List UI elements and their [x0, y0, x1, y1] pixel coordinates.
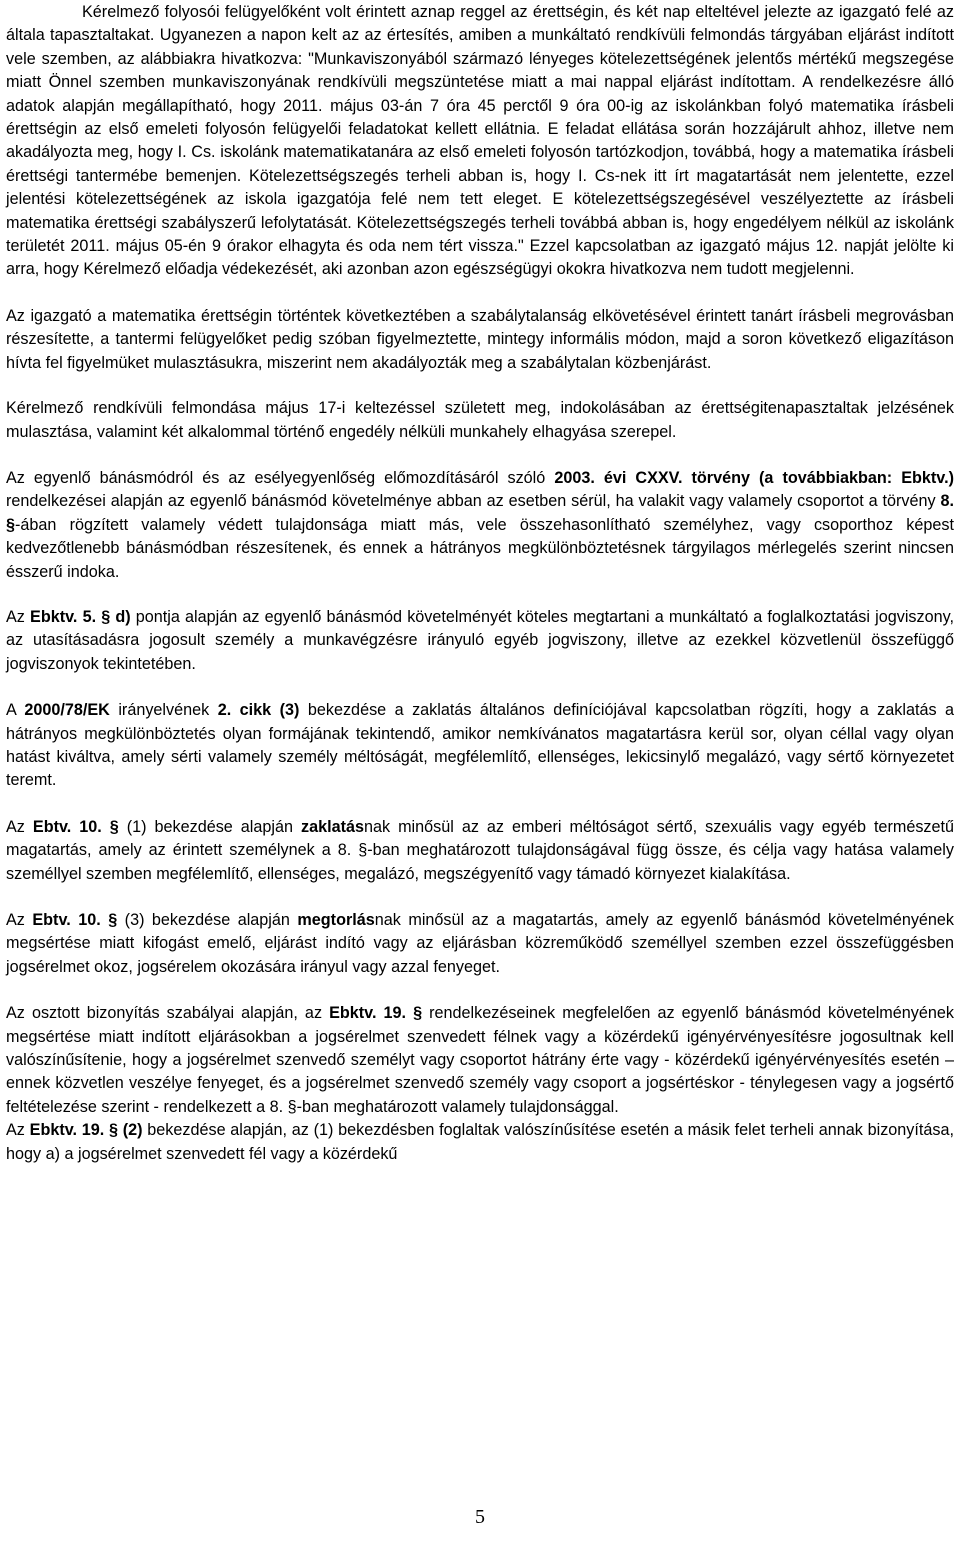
paragraph-5 — [6, 606, 954, 676]
text-segment: bekezdése a zaklatás általános definíciójával kapcsolatban rögzíti, hogy a zaklatás a hátrányos megkülönböztetés olyan formájának tekintendő, amikor nemkívánatos magatartásra kerül sor, olyan céllal vagy olyan hatást kiváltva, amely sérti valamely személy méltóságát, megfélemlítő, ellenséges, lekicsinylő megalázó, vagy sértő környezetet teremt. — [6, 701, 954, 790]
text-segment: rendelkezéseinek megfelelően az egyenlő bánásmód követelményének megsértése miatt indított eljárásokban a jogsérelmet szenvedett félnek vagy a közérdekű igényérvényesítésre jogosultnak kell valószínűsítenie, hogy a jogsérelmet szenvedő személyt vagy csoportot hátrány érte vagy - közérdekű igényérvényesítés esetén – ennek közvetlen veszélye fenyeget, és a jogsérelmet szenvedő személy vagy csoport a jogsértéskor - ténylegesen vagy a jogsértő feltételezése szerint - rendelkezett a 8. §-ban meghatározott valamely tulajdonsággal. — [6, 1004, 954, 1116]
text-segment: rendelkezései alapján az egyenlő bánásmód követelménye abban az esetben sérül, ha valakit vagy valamely csoportot a törvény — [6, 492, 941, 511]
paragraph-10 — [6, 1119, 954, 1166]
bold-text-segment: 2. cikk (3) — [217, 701, 300, 720]
text-segment: Az — [6, 817, 33, 836]
text-segment: nak minősül az az emberi méltóságot sértő, szexuális vagy egyéb természetű magatartás, amely az érintett személynek a 8. §-ban meghatározott tulajdonságával függ össze, és célja vagy hatása valamely személlyel szemben megfélemlítő, ellenséges, megalázó, megszégyenítő vagy támadó környezet kialakítása. — [6, 817, 955, 883]
bold-text-segment: megtorlás — [297, 911, 375, 929]
paragraph-9 — [6, 1002, 954, 1119]
paragraph-7 — [6, 816, 954, 886]
text-segment: A — [6, 701, 25, 720]
paragraph-6 — [6, 699, 954, 793]
text-segment: Az — [6, 607, 31, 626]
text-segment: irányelvének — [109, 701, 218, 720]
bold-text-segment: Ebktv. 5. § d) — [30, 607, 131, 626]
page-number: 5 — [475, 1506, 485, 1528]
text-segment: Kérelmező folyosói felügyelőként volt érintett aznap reggel az érettségin, és két nap elteltével jelezte az igazgató felé az általa tapasztaltakat. Ugyanezen a napon kelt az az értesítés, amiben a munkáltató rendkívüli felmondás tárgyában eljárást indított vele szemben, az alábbiakra hivatkozva: "Munkaviszonyából származó lényeges kötelezettségének jelentős mértékű megszegése miatt Önnel szemben munkaviszonyának rendkívüli megszüntetése miatt a mai nappal eljárást indítottam. A rendelkezésre álló adatok alapján megállapítható, hogy 2011. május 03-án 7 óra 45 perctől 9 óra 00-ig az iskolánkban folyó matematika írásbeli érettségin az első emeleti folyosón felügyelői feladatokat kellett ellátnia. E feladat ellátása során hozzájárult ahhoz, illetve nem akadályozta meg, hogy I. Cs. iskolánk matematikatanára az első emeleti folyosón tartózkodjon, továbbá, hogy a matematika írásbeli érettségi tantermébe bemenjen. Kötelezettségszegés terheli abban is, hogy I. Cs-nek itt írt magatartását nem jelentette, ezzel jelentési kötelezettségének az iskola igazgatója felé nem tett eleget. E kötelezettségszegésével veszélyeztette az írásbeli matematika érettségi szabályszerű lefolytatását. Kötelezettségszegés terheli továbbá abban is, hogy engedélyem nélkül az iskolánk területét 2011. május 05-én 9 órakor elhagyta és oda nem tért vissza." Ezzel kapcsolatban az igazgató május 12. napját jelölte ki arra, hogy Kérelmező előadja védekezését, aki azonban azon egészségügyi okokra hivatkozva nem tudott megjelenni. — [6, 3, 954, 279]
text-segment: bekezdése alapján, az (1) bekezdésben foglaltak valószínűsítése esetén a másik felet terheli annak bizonyítása, hogy a) a jogsérelmet szenvedett fél vagy a közérdekű — [6, 1121, 954, 1163]
bold-text-segment: Ebktv. 19. § — [329, 1004, 423, 1023]
text-segment: (1) bekezdése alapján — [118, 817, 301, 836]
text-segment: -ában rögzített valamely védett tulajdonsága miatt más, vele összehasonlítható személyhez, vagy csoporthoz képest kedvezőtlenebb bánásmódban részesítenek, és ennek a hátrányos megkülönböztetésnek tárgyilagos mérlegelés szerint nincsen ésszerű indoka. — [6, 515, 954, 581]
text-segment: Kérelmező rendkívüli felmondása május 17-i keltezéssel született meg, indokolásában az érettségitenapasztaltak jelzésének mulasztása, valamint két alkalommal történő engedély nélküli munkahely elhagyása szerepel. — [6, 399, 954, 441]
paragraph-2 — [6, 305, 954, 375]
paragraph-8 — [6, 909, 954, 979]
bold-text-segment: 2003. évi CXXV. törvény (a továbbiakban: Ebktv.) — [554, 468, 954, 487]
bold-text-segment: zaklatás — [300, 817, 364, 836]
paragraph-3 — [6, 397, 954, 444]
text-segment: nak minősül az a magatartás, amely az egyenlő bánásmód követelményének megsértése miatt kifogást emelő, eljárást indító vagy az eljárásban közreműködő személlyel szemben ezzel összefüggésben jogsérelmet okoz, jogsérelem okozására irányul vagy azzal fenyeget. — [6, 911, 955, 976]
paragraph-1 — [6, 1, 954, 282]
bold-text-segment: 2000/78/EK — [24, 701, 110, 720]
text-segment: pontja alapján az egyenlő bánásmód követelményét köteles megtartani a munkáltató a foglalkoztatási jogviszony, az utasításadásra jogosult személy a munkavégzésre irányuló egyéb jogviszony, illetve az ezekkel közvetlenül összefüggő jogviszonyok tekintetében. — [6, 607, 954, 673]
text-segment: Az — [6, 1121, 30, 1140]
text-segment: Az igazgató a matematika érettségin történtek következtében a szabálytalanság elkövetésével érintett tanárt írásbeli megrovásban részesítette, a tantermi felügyelőket pedig szóban figyelmeztette, mintegy informális módon, majd a soron következő eligazításon hívta fel figyelmüket mulasztásukra, miszerint nem akadályozták meg a szabálytalan közbenjárást. — [6, 306, 954, 372]
text-segment: Az osztott bizonyítás szabályai alapján, az — [6, 1004, 330, 1023]
paragraph-4 — [6, 467, 954, 584]
bold-text-segment: 8. § — [6, 492, 954, 534]
bold-text-segment: Ebtv. 10. § — [32, 911, 118, 929]
text-segment: (3) bekezdése alapján — [117, 911, 298, 929]
bold-text-segment: Ebktv. 19. § (2) — [29, 1121, 143, 1140]
bold-text-segment: Ebtv. 10. § — [32, 817, 119, 836]
text-segment: Az egyenlő bánásmódról és az esélyegyenlőség előmozdításáról szóló — [6, 468, 555, 487]
text-segment: Az — [6, 911, 33, 929]
